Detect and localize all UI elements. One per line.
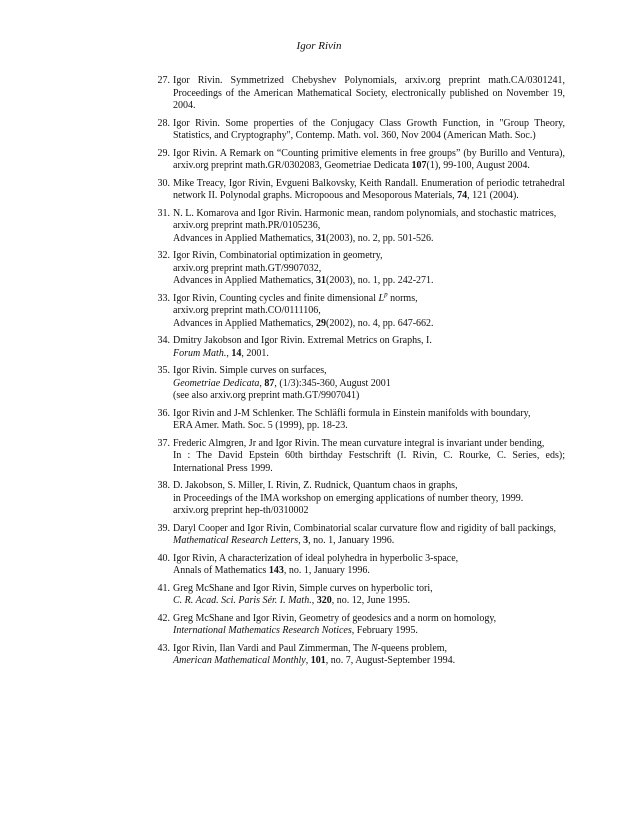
reference-body — [173, 583, 565, 608]
reference-text: arxiv.org preprint math.GT/9907032, — [173, 262, 322, 274]
reference-text: Igor Rivin. Symmetrized Chebyshev Polynomials, arxiv.org preprint math.CA/0301241, Proceedings of the American Mathematical Society, electronically published on November 19, 2004. — [173, 75, 565, 111]
reference-text: Igor Rivin. A Remark on “Counting primitive elements in free groups” (by Burillo and Ventura), arxiv.org preprint math.GR/0302083, Geometriae Dedicata — [173, 147, 565, 171]
volume-number: 143 — [268, 565, 284, 576]
journal-title: Mathematical Research Letters — [173, 535, 299, 546]
reference-body — [173, 75, 565, 113]
reference-text: -queens problem, — [377, 642, 448, 654]
reference-item — [150, 613, 565, 638]
reference-line — [173, 148, 565, 173]
reference-item — [150, 178, 565, 203]
reference-item — [150, 408, 565, 433]
reference-text: , — [259, 377, 265, 389]
reference-line — [173, 290, 565, 306]
reference-text: Annals of Mathematics — [173, 565, 269, 576]
reference-text: , — [298, 535, 304, 546]
reference-number: 41. — [157, 582, 170, 594]
reference-text: Igor Rivin, Counting cycles and finite dimensional — [173, 292, 379, 304]
reference-line — [173, 378, 565, 391]
reference-text: Igor Rivin and J-M Schlenker. The Schläfli formula in Einstein manifolds with boundary, — [173, 407, 531, 419]
volume-number: 14 — [231, 347, 242, 359]
reference-line — [173, 438, 565, 451]
reference-line — [173, 493, 565, 506]
reference-line — [173, 523, 565, 536]
reference-body — [173, 408, 565, 433]
reference-item — [150, 365, 565, 403]
journal-title: N — [370, 642, 378, 654]
reference-text: Mike Treacy, Igor Rivin, Evgueni Balkovsky, Keith Randall. Enumeration of periodic tetrahedral network II. Polynodal graphs. Micropoous and Mesoporous Materials, — [173, 177, 565, 201]
reference-item — [150, 438, 565, 476]
reference-text: arxiv.org preprint math.CO/0111106, — [173, 305, 321, 316]
reference-line — [173, 275, 565, 288]
volume-number: 320 — [316, 595, 332, 606]
reference-text: Advances in Applied Mathematics, — [173, 317, 317, 329]
reference-body — [173, 250, 565, 288]
reference-text: arxiv.org preprint math.PR/0105236, — [173, 220, 321, 231]
reference-text: ERA Amer. Math. Soc. 5 (1999), pp. 18-23. — [173, 420, 348, 431]
reference-text: Igor Rivin. Simple curves on surfaces, — [173, 365, 327, 376]
reference-item — [150, 480, 565, 518]
reference-line — [173, 365, 565, 378]
reference-number: 42. — [157, 612, 170, 624]
reference-text: Greg McShane and Igor Rivin, Simple curves on hyperbolic tori, — [173, 582, 433, 594]
reference-line — [173, 625, 565, 638]
reference-line — [173, 335, 565, 348]
reference-line — [173, 408, 565, 421]
reference-text: (1), 99-100, August 2004. — [426, 160, 530, 171]
reference-text: In : The David Epstein 60th birthday Festschrift (I. Rivin, C. Rourke, C. Series, eds); International Press 1999. — [173, 450, 565, 474]
reference-line — [173, 178, 565, 203]
reference-text: , 121 (2004). — [467, 190, 519, 201]
reference-body — [173, 178, 565, 203]
reference-number: 29. — [157, 147, 170, 159]
reference-text: Dmitry Jakobson and Igor Rivin. Extremal Metrics on Graphs, I. — [173, 335, 432, 346]
reference-text: , — [311, 595, 317, 606]
reference-number: 30. — [157, 177, 170, 189]
journal-title: C. R. Acad. Sci. Paris Sér. I. Math. — [173, 595, 312, 606]
reference-text: Greg McShane and Igor Rivin, Geometry of geodesics and a norm on homology, — [173, 612, 497, 624]
reference-item — [150, 290, 565, 331]
reference-item — [150, 335, 565, 360]
reference-body — [173, 118, 565, 143]
journal-title: American Mathematical Monthly — [173, 655, 306, 666]
reference-line — [173, 250, 565, 263]
reference-line — [173, 480, 565, 493]
reference-line — [173, 553, 565, 566]
reference-line — [173, 263, 565, 276]
reference-line — [173, 535, 565, 548]
volume-number: 29 — [316, 317, 327, 329]
reference-text: , no. 7, August-September 1994. — [325, 655, 456, 666]
reference-line — [173, 505, 565, 518]
reference-line — [173, 118, 565, 143]
reference-number: 34. — [157, 335, 170, 346]
reference-text: Advances in Applied Mathematics, — [173, 275, 317, 286]
journal-title: International Mathematics Research Notices — [173, 625, 352, 636]
reference-item — [150, 148, 565, 173]
reference-item — [150, 553, 565, 578]
reference-body — [173, 438, 565, 476]
reference-body — [173, 148, 565, 173]
reference-text: Daryl Cooper and Igor Rivin, Combinatorial scalar curvature flow and rigidity of ball packings, — [173, 522, 556, 534]
reference-number: 31. — [157, 207, 170, 219]
reference-text: Igor Rivin, Ilan Vardi and Paul Zimmerman, The — [173, 642, 371, 654]
reference-text: , no. 1, January 1996. — [308, 535, 395, 546]
volume-number: 31 — [316, 275, 327, 286]
reference-line — [173, 390, 565, 403]
reference-body — [173, 208, 565, 246]
reference-line — [173, 583, 565, 596]
volume-number: 87 — [264, 377, 275, 389]
reference-line — [173, 655, 565, 668]
reference-text: Frederic Almgren, Jr and Igor Rivin. The mean curvature integral is invariant under bending, — [173, 437, 545, 449]
reference-text: (2003), no. 1, pp. 242-271. — [326, 275, 434, 286]
reference-text: , (1/3):345-360, August 2001 — [274, 377, 391, 389]
reference-text: p — [384, 290, 388, 299]
reference-line — [173, 565, 565, 578]
reference-line — [173, 420, 565, 433]
reference-line — [173, 643, 565, 656]
reference-item — [150, 118, 565, 143]
reference-text: Igor Rivin, A characterization of ideal polyhedra in hyperbolic 3-space, — [173, 552, 459, 564]
reference-text: Advances in Applied Mathematics, — [173, 232, 317, 244]
reference-text: D. Jakobson, S. Miller, I. Rivin, Z. Rudnick, Quantum chaos in graphs, — [173, 480, 458, 491]
reference-text: Igor Rivin. Some properties of the Conjugacy Class Growth Function, in "Group Theory, Statistics, and Cryptography", Contemp. Math. vol. 360, Nov 2004 (American Math. Soc.) — [173, 117, 565, 141]
reference-body — [173, 335, 565, 360]
reference-body — [173, 480, 565, 518]
reference-number: 35. — [157, 365, 170, 376]
reference-item — [150, 250, 565, 288]
reference-line — [173, 348, 565, 361]
reference-body — [173, 290, 565, 331]
reference-number: 43. — [157, 642, 170, 654]
reference-item — [150, 208, 565, 246]
reference-body — [173, 523, 565, 548]
reference-number: 39. — [157, 522, 170, 534]
reference-number: 28. — [157, 117, 170, 129]
reference-number: 38. — [157, 480, 170, 491]
reference-item — [150, 643, 565, 668]
reference-line — [173, 220, 565, 233]
reference-line — [173, 450, 565, 475]
volume-number: 3 — [303, 535, 309, 546]
reference-text: (2003), no. 2, pp. 501-526. — [326, 232, 434, 244]
volume-number: 107 — [411, 160, 427, 171]
reference-list — [150, 75, 565, 673]
reference-text: , no. 1, January 1996. — [283, 565, 370, 576]
volume-number: 101 — [310, 655, 326, 666]
reference-number: 27. — [157, 75, 170, 86]
reference-item — [150, 583, 565, 608]
reference-line — [173, 208, 565, 221]
reference-text: , — [226, 347, 232, 359]
reference-text: , — [305, 655, 311, 666]
reference-number: 33. — [157, 292, 170, 304]
reference-item — [150, 75, 565, 113]
reference-number: 36. — [157, 407, 170, 419]
reference-number: 37. — [157, 437, 170, 449]
volume-number: 74 — [457, 190, 468, 201]
reference-text: norms, — [387, 292, 418, 304]
reference-line — [173, 305, 565, 318]
reference-text: , no. 12, June 1995. — [331, 595, 411, 606]
running-header: Igor Rivin — [296, 40, 342, 52]
journal-title: L — [378, 292, 385, 304]
reference-line — [173, 595, 565, 608]
reference-text: , 2001. — [241, 347, 269, 359]
reference-line — [173, 75, 565, 113]
reference-text: N. L. Komarova and Igor Rivin. Harmonic mean, random polynomials, and stochastic matrices, — [173, 207, 557, 219]
reference-number: 40. — [157, 552, 170, 564]
reference-line — [173, 613, 565, 626]
reference-body — [173, 553, 565, 578]
volume-number: 31 — [316, 232, 327, 244]
reference-body — [173, 613, 565, 638]
reference-text: , February 1995. — [351, 625, 418, 636]
reference-item — [150, 523, 565, 548]
reference-text: (see also arxiv.org preprint math.GT/9907041) — [173, 390, 360, 401]
reference-text: (2002), no. 4, pp. 647-662. — [326, 317, 434, 329]
reference-line — [173, 318, 565, 331]
reference-text: Igor Rivin, Combinatorial optimization in geometry, — [173, 250, 383, 261]
reference-text: arxiv.org preprint hep-th/0310002 — [173, 505, 309, 516]
reference-number: 32. — [157, 250, 170, 261]
reference-line — [173, 233, 565, 246]
reference-body — [173, 643, 565, 668]
journal-title: Geometriae Dedicata — [173, 377, 260, 389]
journal-title: Forum Math. — [173, 347, 227, 359]
reference-body — [173, 365, 565, 403]
reference-text: in Proceedings of the IMA workshop on emerging applications of number theory, 1999. — [173, 492, 524, 504]
